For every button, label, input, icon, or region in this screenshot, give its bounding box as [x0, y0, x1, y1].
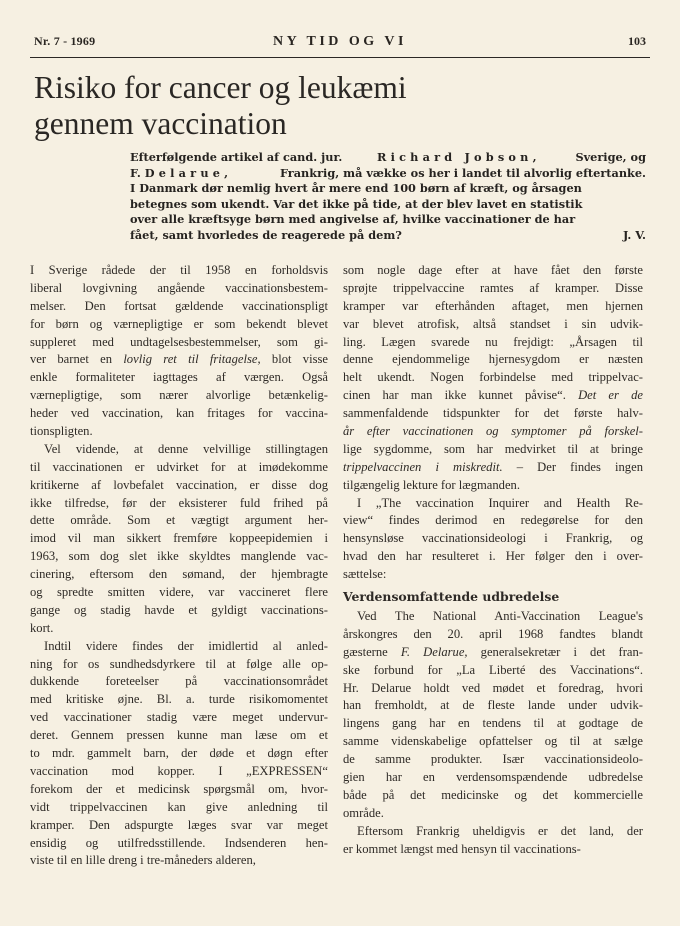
- text-line: kramper. Den adspurgte læges svar var meget: [30, 817, 328, 832]
- text-line: view“ findes derimod en redegørelse for den: [343, 513, 643, 528]
- text-line: med kritiske øjne. Bl. a. turde risikomomentet: [30, 692, 328, 707]
- text-line: samme videnskabelige opfattelser og til at sælge: [343, 734, 643, 749]
- text-line: lingens gang har en tendens til at godtage de: [343, 716, 643, 731]
- text-line: helt ukendt. Nogen forbindelse med trippelvac-: [343, 370, 643, 385]
- text-line: deret. Gennem pressen kunne man læse om et: [30, 728, 328, 743]
- text-line: ske forbund for „La Liberté des Vaccinations“.: [343, 662, 643, 677]
- text-line: sammenfaldende tidspunkter for det første halv-: [343, 406, 643, 421]
- text-line: Indtil videre findes der imidlertid al anled-: [44, 638, 328, 653]
- text-line: enkle formaliteter iagttages af værgen. Også: [30, 370, 328, 385]
- text-line: gien har en verdensomspændende udbredelse: [343, 770, 643, 785]
- intro-signature: J. V.: [622, 227, 646, 242]
- text-line: 1963, som dog slet ikke skyldtes manglende vac-: [30, 549, 328, 564]
- text-line: for børn og værnepligtige er som bekendt blevet: [30, 316, 328, 331]
- text-line: tionspligten.: [30, 424, 93, 439]
- text-line: viste til en lille dreng i tre-måneders alderen,: [30, 853, 256, 868]
- page-number: 103: [628, 34, 646, 48]
- text-line: Hr. Delarue holdt ved mødet et foredrag, hvori: [343, 680, 643, 695]
- title-line: Risiko for cancer og leukæmi: [34, 70, 407, 105]
- body-column-right: [343, 262, 643, 859]
- running-header: [34, 34, 646, 52]
- author-name: Delarue,: [144, 165, 233, 180]
- text-line: ver barnet en lovlig ret til fritagelse, blot visse: [30, 352, 328, 367]
- text-line: og spredte smitten videre, var vaccineret flere: [30, 585, 328, 600]
- text-line: dette område. Som et vægtigt argument her-: [30, 513, 328, 528]
- text-line: kort.: [30, 620, 54, 635]
- text-line: heder ved vaccination, kan fritages for vaccina-: [30, 406, 328, 421]
- body-text-block: [343, 262, 643, 584]
- text-line: I Sverige rådede der til 1958 en forholdsvis: [30, 263, 328, 277]
- intro-line: betegnes som ukendt. Var det ikke på tide, at der blev lavet en statistik: [130, 196, 583, 211]
- text-line: Eftersom Frankrig uheldigvis er det land, der: [357, 823, 643, 838]
- text-line: dukkende foreteelser på vaccinationsområdet: [30, 674, 328, 689]
- title-line: gennem vaccination: [34, 106, 287, 141]
- text-line: var blevet atrofisk, altså standset i sin udvik-: [343, 316, 643, 331]
- text-line: hensynsløse vaccinationsideologi i Frankrig, og: [343, 531, 643, 546]
- intro-line: over alle kræftsyge børn med angivelse af, hvilke vaccinationer de har: [130, 212, 576, 227]
- text-line: suppleret med undtagelsesbestemmelser, som gi-: [30, 334, 328, 349]
- text-line: ning for os sundhedsdyrkere til at følge alle op-: [30, 656, 328, 671]
- text-line: kritikerne af lovbefalet vaccination, er disse dog: [30, 477, 328, 492]
- text-line: som nogle dage efter at have fået den første: [343, 263, 643, 277]
- text-line: ensidig og utilfredsstillende. Indsenderen hen-: [30, 835, 328, 850]
- text-line: ling. Lægen svarede nu frejdigt: „Årsagen til: [343, 334, 643, 349]
- text-line: Vel vidende, at denne velvillige stillingtagen: [44, 441, 328, 456]
- text-line: ved vaccinationer stadig være meget undervur-: [30, 710, 328, 725]
- text-line: vidt trippelvaccinen kan give anledning til: [30, 799, 328, 814]
- text-line: værnepligtige, som nærer alvorlige betænkelig-: [30, 388, 328, 403]
- header-rule: [30, 57, 650, 58]
- text-line: både på det medicinske og det kommercielle: [343, 787, 643, 802]
- text-line: cinen har man ikke kunnet påvise“. Det er de: [343, 388, 644, 403]
- text-line: I „The vaccination Inquirer and Health Re-: [357, 495, 643, 510]
- text-line: sprøjte trippelvaccine ramtes af kramper. Disse: [343, 280, 643, 295]
- magazine-title: NY TID OG VI: [273, 34, 407, 49]
- text-line: område.: [343, 805, 384, 820]
- text-line: er kommet længst med hensyn til vaccinations-: [343, 841, 581, 856]
- text-line: cinering, eftersom den sømand, der hjembragte: [30, 567, 328, 582]
- intro-line: I Danmark dør nemlig hvert år mere end 100 børn af kræft, og årsagen: [130, 181, 582, 196]
- article-intro: [130, 150, 646, 244]
- text-line: tilgængelig lekture for lægmanden.: [343, 477, 520, 492]
- body-text-block: [343, 608, 643, 858]
- issue-number: Nr. 7 - 1969: [34, 34, 96, 48]
- text-line: forekom der et medicinsk spørgsmål om, hvor-: [30, 781, 328, 796]
- section-subheading: Verdensomfattende udbredelse: [343, 589, 560, 605]
- text-line: trippelvaccinen i miskredit. – Der findes ingen: [343, 459, 643, 474]
- body-column-left: [30, 262, 328, 870]
- text-line: årskongres den 20. april 1968 fandtes blandt: [343, 626, 643, 641]
- text-line: til vaccinationen er udvirket for at imødekomme: [30, 459, 328, 474]
- text-line: kramper var efterhånden aftaget, men hjernen: [343, 298, 643, 313]
- text-line: liberal lovgivning angående vaccinationsbestem-: [30, 280, 328, 295]
- text-line: gange og stadig havde et gyldigt vaccinations-: [30, 602, 328, 617]
- text-line: år efter vaccinationen og symptomer på forskel-: [343, 424, 643, 439]
- text-line: to mdr. gammelt barn, der døde et døgn efter: [30, 746, 328, 761]
- text-line: gæsterne F. Delarue, generalsekretær i det fran-: [343, 644, 643, 659]
- intro-line: F. Delarue, Frankrig, må vække os her i landet til alvorlig eftertanke.: [130, 165, 646, 180]
- text-line: melser. Den fortsat gældende vaccinationspligt: [30, 298, 328, 313]
- text-line: vaccination mod kopper. I „EXPRESSEN“: [30, 763, 328, 778]
- text-line: sættelse:: [343, 567, 387, 582]
- text-line: lige sygdomme, som har medvirket til at bringe: [343, 441, 643, 456]
- text-line: han fremholdt, at de fleste lande under udvik-: [343, 698, 643, 713]
- text-line: imod vil man sikkert fremføre koppeepidemien i: [30, 531, 328, 546]
- author-name: Richard Jobson,: [377, 150, 541, 164]
- text-line: ikke tilfredse, før der eksisterer fuld frihed på: [30, 495, 328, 510]
- text-line: Ved The National Anti-Vaccination League's: [357, 609, 643, 624]
- text-line: de samme produkter. Især vaccinationsideolo-: [343, 752, 643, 767]
- text-line: denne ejendommelige hjernesygdom er næsten: [343, 352, 643, 367]
- intro-line: fået, samt hvorledes de reagerede på dem? J. V.: [130, 227, 646, 242]
- text-line: hvad den har resulteret i. Her følger den i over-: [343, 549, 643, 564]
- article-title: [34, 70, 634, 142]
- intro-line: Efterfølgende artikel af cand. jur. Richard Jobson, Sverige, og: [130, 150, 646, 164]
